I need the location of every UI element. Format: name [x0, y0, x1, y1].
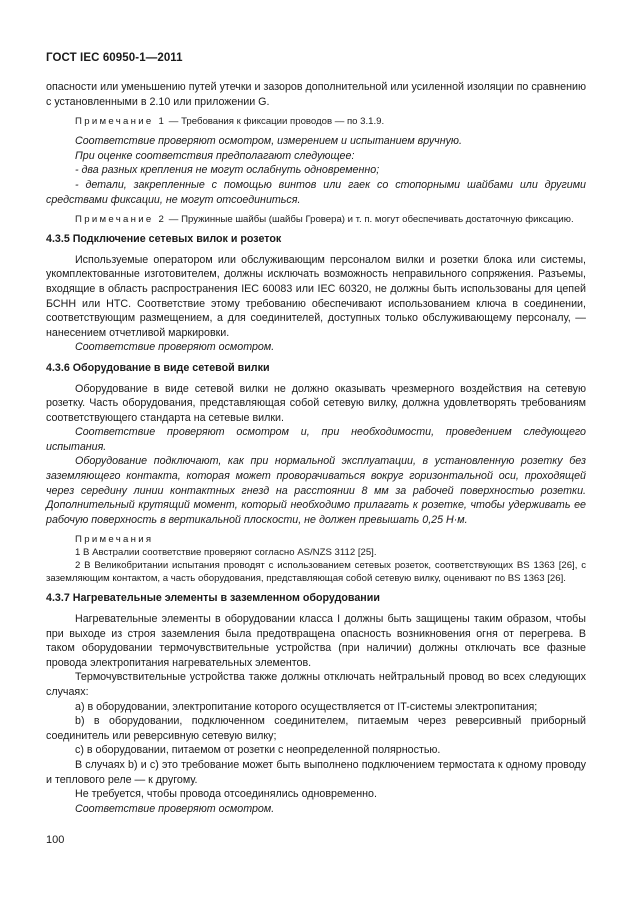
body-paragraph: Нагревательные элементы в оборудовании класса I должны быть защищены таким образом, чтобы при выходе из строя заземления была предотвращена опасность возникновения огня от перегрева. В таком оборудовании термочувствительные устройства (при наличии) должны отключать все фазные провода электропитания нагревательных элементов. [46, 613, 586, 669]
compliance-paragraph: Соответствие проверяют осмотром, измерением и испытанием вручную. [75, 135, 462, 148]
compliance-paragraph: - два разных крепления не могут ослабнуть одновременно; [75, 164, 380, 177]
note-paragraph [46, 115, 586, 128]
compliance-paragraph: - детали, закрепленные с помощью винтов или гаек со стопорными шайбами или другими средствами фиксации, не могут отсоединиться. [46, 178, 586, 206]
note-paragraph [46, 559, 586, 585]
standard-header: ГОСТ IEC 60950-1—2011 [46, 52, 183, 64]
compliance-paragraph: Соответствие проверяют осмотром и, при необходимости, проведением следующего испытания. [46, 426, 586, 453]
body-paragraph: с) в оборудовании, питаемом от розетки с неопределенной полярностью. [75, 744, 441, 757]
section-heading: 4.3.6 Оборудование в виде сетевой вилки [46, 361, 270, 374]
note-label: Примечания [75, 534, 154, 546]
section-heading: 4.3.7 Нагревательные элементы в заземленном оборудовании [46, 592, 380, 605]
section-heading: 4.3.5 Подключение сетевых вилок и розеток [46, 233, 282, 246]
body-paragraph: b) в оборудовании, подключенном соединителем, питаемым через реверсивный приборный соединитель или реверсивную сетевую вилку; [46, 715, 586, 742]
note-paragraph [46, 213, 586, 226]
note-label: Примечание 1 [75, 116, 167, 128]
page-number: 100 [46, 834, 65, 846]
note-text: 1 В Австралии соответствие проверяют согласно AS/NZS 3112 [25]. [75, 547, 377, 559]
note-text: — Пружинные шайбы (шайбы Гровера) и т. п. могут обеспечивать достаточную фиксацию. [166, 214, 574, 226]
body-paragraph: Не требуется, чтобы провода отсоединялись одновременно. [75, 788, 377, 801]
body-paragraph: Термочувствительные устройства также должны отключать нейтральный провод во всех следующих случаях: [46, 671, 586, 698]
note-paragraph [46, 533, 586, 546]
body-paragraph: В случаях b) и с) это требование может быть выполнено подключением термостата к одному проводу и теплового реле — к другому. [46, 758, 586, 786]
body-paragraph: опасности или уменьшению путей утечки и зазоров дополнительной или усиленной изоляции по сравнению с установленными в 2.10 или приложении G. [46, 81, 586, 108]
compliance-paragraph: Оборудование подключают, как при нормальной эксплуатации, в установленную розетку без заземляющего контакта, которая может проворачиваться вокруг горизонтальной оси, проходящей через середину линии контактных гнезд на расстоянии 8 мм за рабочей поверхностью розетки. Дополнительный крутящий момент, который необходимо прилагать к розетке, чтобы удерживать ее рабочую поверхность в вертикальной плоскости, не должен превышать 0,25 Н·м. [46, 455, 586, 526]
note-text: 2 В Великобритании испытания проводят с использованием сетевых розеток, соответствующих BS 1363 [26], с заземляющим контактом, а часть оборудования, представляющая собой сетевую вилку, оценивают по BS 1363 [26]. [46, 560, 586, 585]
note-text: — Требования к фиксации проводов — по 3.1.9. [166, 116, 385, 128]
document-body [46, 80, 586, 816]
compliance-paragraph: Соответствие проверяют осмотром. [75, 341, 275, 354]
note-label: Примечание 2 [75, 214, 167, 226]
note-paragraph [46, 546, 586, 559]
body-paragraph: Используемые оператором или обслуживающим персоналом вилки и розетки блока или системы, укомплектованные изготовителем, должны исключать возможность неправильного сопряжения. Разъемы, входящие в область распространения IEC 60083 или IEC 60320, не должны быть использованы для цепей БСНН или НТС. Соответствие этому требованию обеспечивают использованием ключа в соединении, соответствующим размещением, а для соединителей, доступных только обслуживающему персоналу, — нанесением отчетливой маркировки. [46, 253, 586, 339]
compliance-paragraph: Соответствие проверяют осмотром. [75, 802, 275, 815]
body-paragraph: Оборудование в виде сетевой вилки не должно оказывать чрезмерного воздействия на сетевую розетку. Часть оборудования, представляющая собой сетевую вилку, должна удовлетворять требованиям соответствующего стандарта на сетевые вилки. [46, 382, 586, 424]
compliance-paragraph: При оценке соответствия предполагают следующее: [75, 149, 355, 162]
body-paragraph: а) в оборудовании, электропитание которого осуществляется от IT-системы электропитания; [75, 700, 538, 713]
